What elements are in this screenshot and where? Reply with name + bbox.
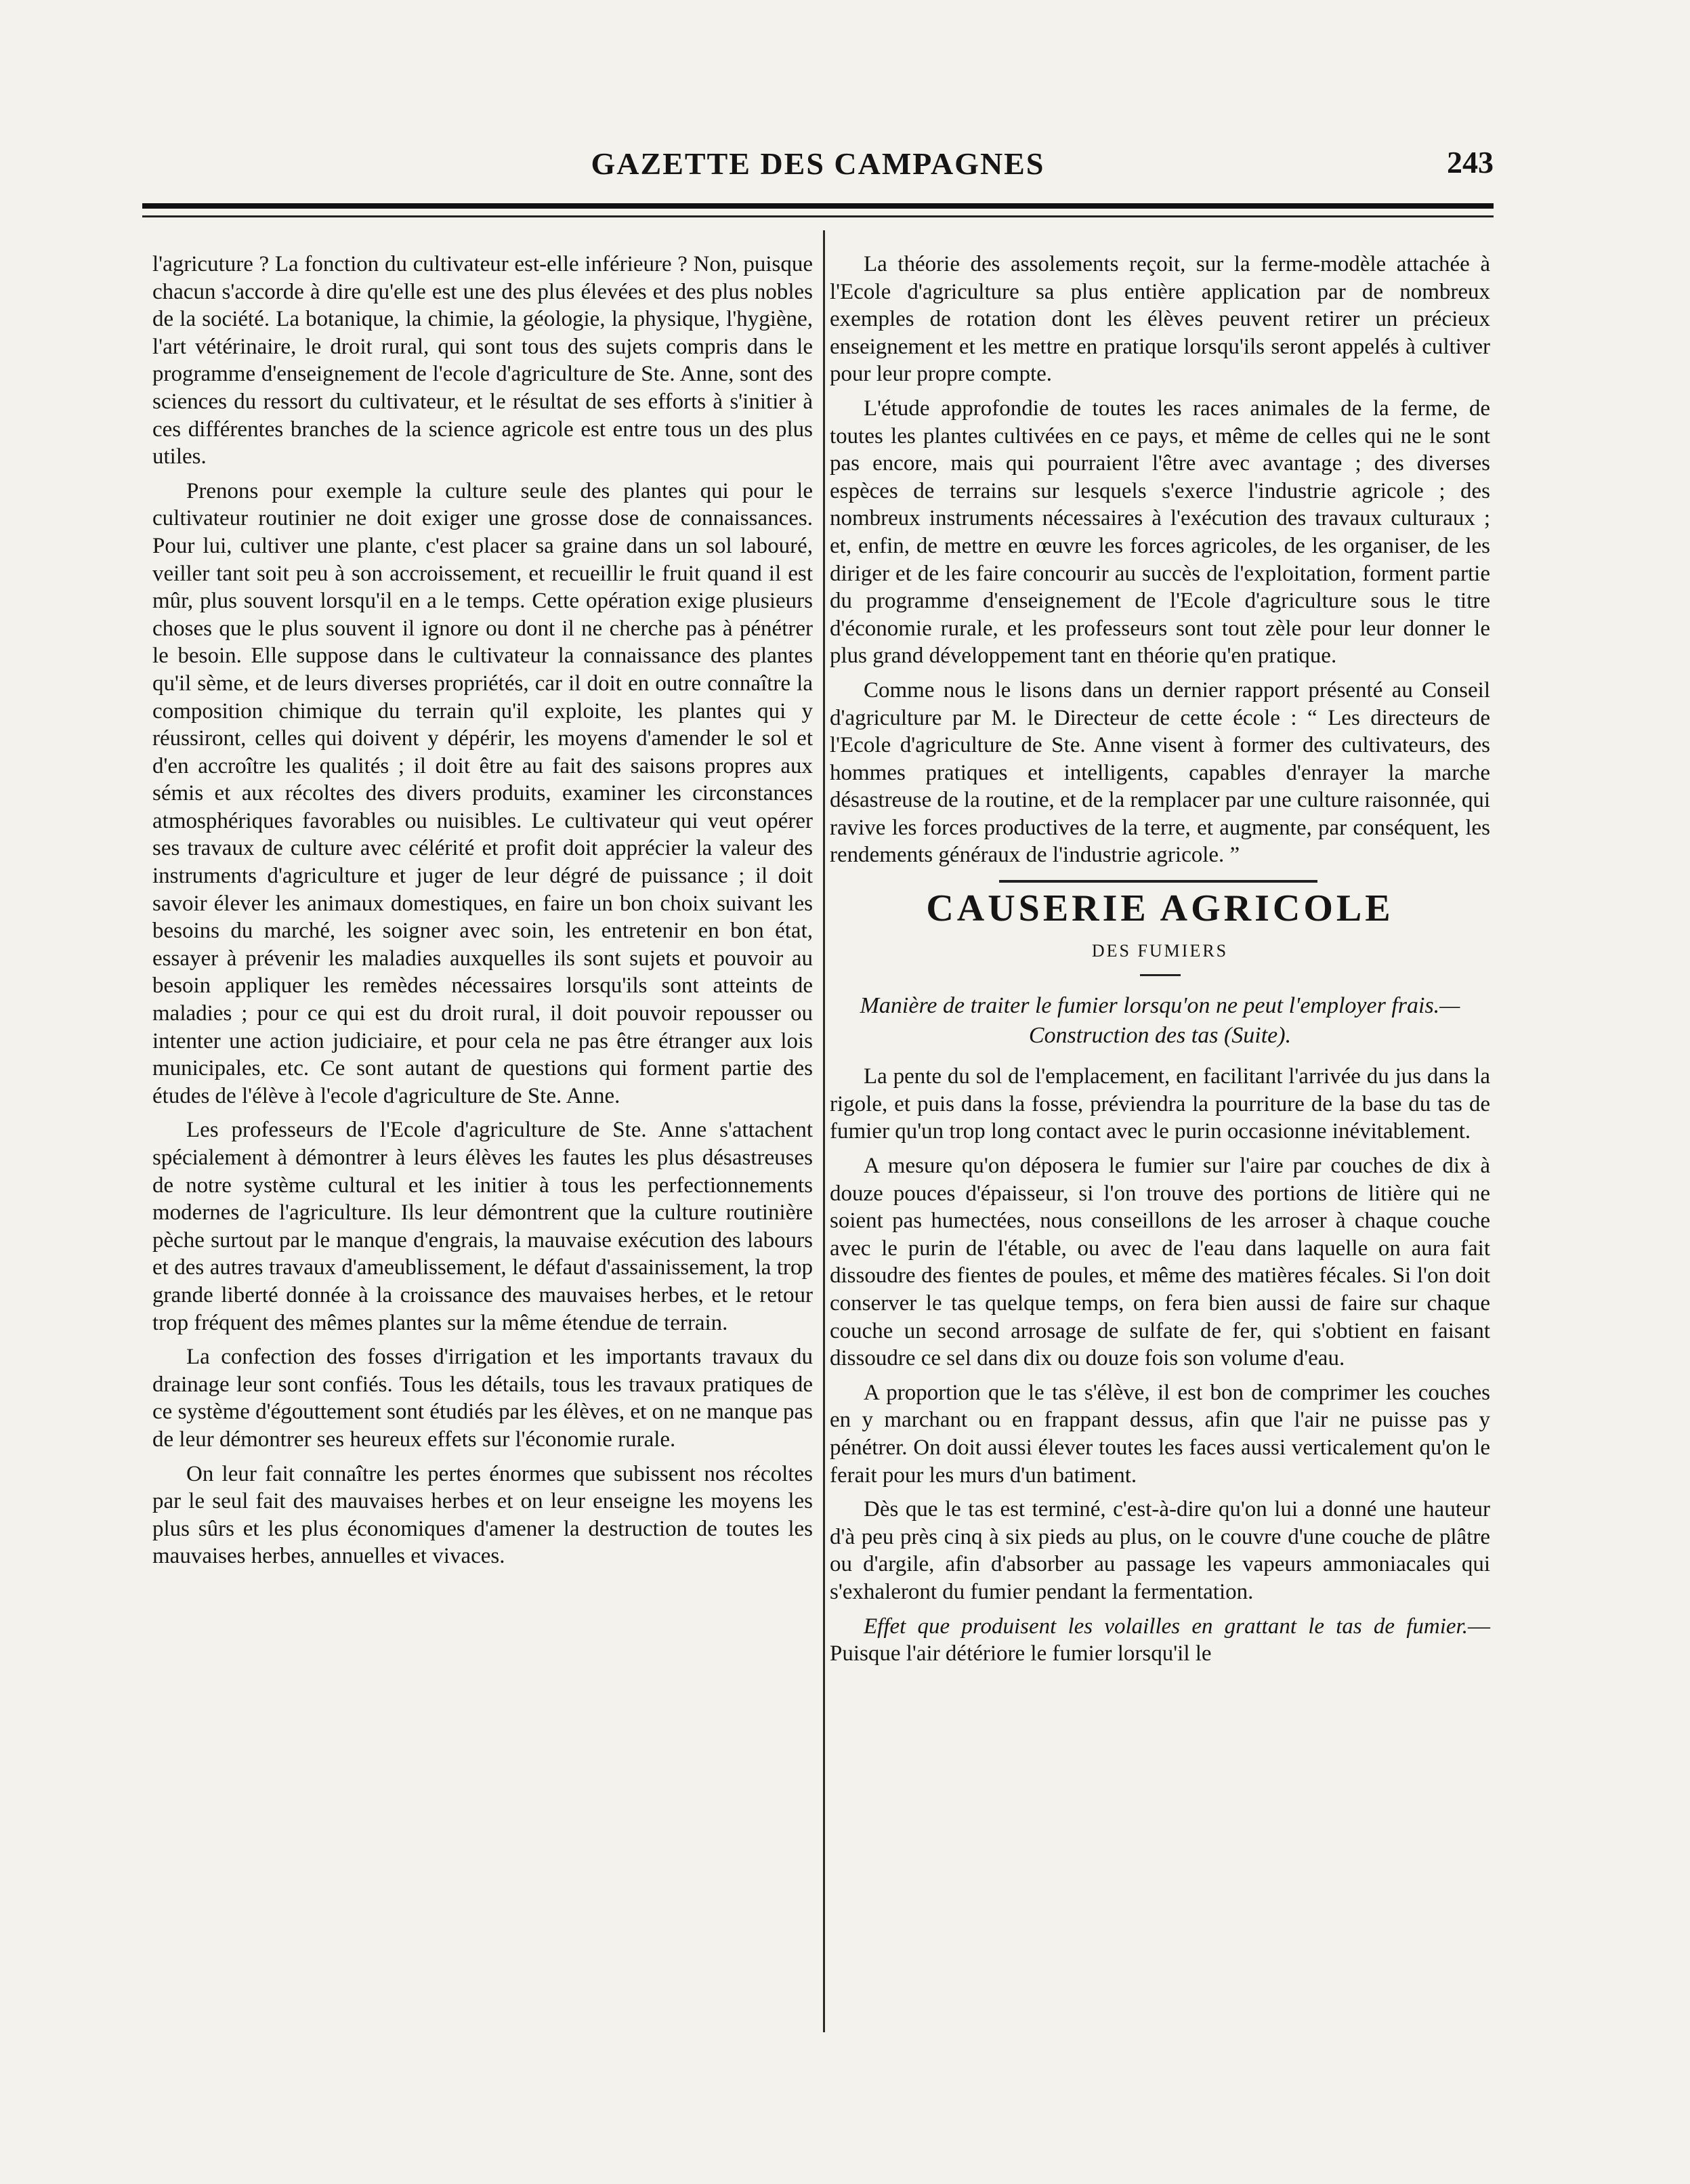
- paragraph: La pente du sol de l'emplacement, en facilitant l'arrivée du jus dans la rigole, et puis dans la fosse, préviendra la pourriture de la base du tas de fumier qu'un trop long contact avec le purin occasionne inévitablement.: [830, 1064, 1490, 1144]
- left-column: [152, 251, 813, 1577]
- paragraph: Comme nous le lisons dans un dernier rapport présenté au Conseil d'agriculture par M. le Directeur de cette école : “ Les directeurs de l'Ecole d'agriculture de Ste. Anne visent à former des cultivateurs, des hommes pratiques et intelligents, capables d'enrayer la marche désastreuse de la routine, et de la remplacer par une culture raisonnée, qui ravive les forces productives de la terre, et augmente, par conséquent, les rendements généraux de l'industrie agricole. ”: [830, 677, 1490, 868]
- paragraph: On leur fait connaître les pertes énormes que subissent nos récoltes par le seul fait des mauvaises herbes et on leur enseigne les moyens les plus sûrs et les plus économiques d'amener la destruction de toutes les mauvaises herbes, annuelles et vivaces.: [152, 1461, 813, 1569]
- paragraph: Les professeurs de l'Ecole d'agriculture de Ste. Anne s'attachent spécialement à démontrer à leurs élèves les fautes les plus désastreuses de notre système cultural et les initier à tous les perfectionnements modernes de l'agriculture. Ils leur démontrent que la culture routinière pèche surtout par le manque d'engrais, la mauvaise exécution des labours et des autres travaux d'ameublissement, le défaut d'assainissement, la trop grande liberté donnée à la croissance des mauvaises herbes, et le retour trop fréquent des mêmes plantes sur la même étendue de terrain.: [152, 1118, 813, 1335]
- article-heading: Manière de traiter le fumier lorsqu'on ne peut l'employer frais.—Construction des tas (Suite).: [860, 993, 1460, 1049]
- paragraph: L'étude approfondie de toutes les races animales de la ferme, de toutes les plantes cultivées en ce pays, et même de celles qui ne le sont pas encore, mais qui pourraient l'être avec avantage ; des diverses espèces de terrains sur lesquels s'exerce l'industrie agricole ; des nombreux instruments nécessaires à l'exécution des travaux culturaux ; et, enfin, de mettre en œuvre les forces agricoles, de les organiser, de les diriger et de les faire concourir au succès de l'exploitation, forment partie du programme d'enseignement de l'Ecole d'agriculture sous le titre d'économie rurale, et les professeurs sont tout zèle pour leur donner le plus grand développement tant en théorie qu'en pratique.: [830, 396, 1490, 669]
- section-subtitle: DES FUMIERS: [1091, 940, 1229, 961]
- column-divider: [823, 230, 825, 2032]
- header-rule-thick: [142, 203, 1494, 209]
- paragraph: l'agricuture ? La fonction du cultivateur est-elle inférieure ? Non, puisque chacun s'accorde à dire qu'elle est une des plus élevées et des plus nobles de la société. La botanique, la chimie, la géologie, la physique, l'hygiène, l'art vétérinaire, le droit rural, qui sont tous des sujets compris dans le programme d'enseignement de l'ecole d'agriculture de Ste. Anne, sont des sciences du ressort du cultivateur, et le résultat de ses efforts à s'initier à ces différentes branches de la science agricole est entre tous un des plus utiles.: [152, 252, 813, 469]
- subtitle-rule: [1140, 974, 1181, 976]
- paragraph-rest: —Puisque l'air détériore le fumier lorsqu'il le: [830, 1614, 1490, 1666]
- section-title: CAUSERIE AGRICOLE: [830, 876, 1490, 923]
- page-number: 243: [1447, 145, 1494, 180]
- page-header: [142, 139, 1494, 186]
- paragraph: A mesure qu'on déposera le fumier sur l'aire par couches de dix à douze pouces d'épaisseur, si l'on trouve des portions de litière qui ne soient pas humectées, nous conseillons de les arroser à chaque couche avec le purin de l'étable, ou avec de l'eau dans laquelle on aura fait dissoudre des fientes de poules, et même des matières fécales. Si l'on doit conserver le tas quelque temps, on fera bien aussi de faire sur chaque couche un second arrosage de sulfate de fer, qui s'obtient en faisant dissoudre ce sel dans dix ou douze fois son volume d'eau.: [830, 1154, 1490, 1371]
- paragraph: A proportion que le tas s'élève, il est bon de comprimer les couches en y marchant ou en frappant dessus, afin que l'air ne puisse pas y pénétrer. On doit aussi élever toutes les faces aussi verticalement qu'on le ferait pour les murs d'un batiment.: [830, 1380, 1490, 1488]
- paragraph: Dès que le tas est terminé, c'est-à-dire qu'on lui a donné une hauteur d'à peu près cinq à six pieds au plus, on le couvre d'une couche de plâtre ou d'argile, afin d'absorber au passage les vapeurs ammoniacales qui s'exhaleront du fumier pendant la fermentation.: [830, 1497, 1490, 1604]
- publication-title: GAZETTE DES CAMPAGNES: [591, 146, 1045, 181]
- paragraph: Prenons pour exemple la culture seule des plantes qui pour le cultivateur routinier ne doit exiger une grosse dose de connaissances. Pour lui, cultiver une plante, c'est placer sa graine dans un sol labouré, veiller tant soit peu à son accroissement, et recueillir le fruit quand il est mûr, plus souvent lorsqu'il en a le temps. Cette opération exige plusieurs choses que le plus souvent il ignore ou dont il ne cherche pas à pénétrer le besoin. Elle suppose dans le cultivateur la connaissance des plantes qu'il sème, et de leurs diverses propriétés, car il doit en outre connaître la composition chimique du terrain qu'il exploite, les plantes qui y réussiront, celles qui doivent y dépérir, les moyens d'amender le sol et d'en accroître les qualités ; il doit être au fait des saisons propres aux sémis et aux récoltes des divers produits, examiner les circonstances atmosphériques favorables ou nuisibles. Le cultivateur qui veut opérer ses travaux de culture avec célérité et profit doit apprécier la valeur des instruments d'agriculture et juger de leur dégré de puissance ; il doit savoir élever les animaux domestiques, en faire un bon choix suivant les besoins du marché, les soigner avec soin, les entretenir en bon état, essayer à prévenir les maladies auxquelles ils sont sujets et pouvoir au besoin appliquer les remèdes nécessaires lorsqu'ils sont atteints de maladies ; pour ce qui est du droit rural, il doit pouvoir repousser ou intenter une action judiciaire, et pour cela ne pas être étranger aux lois municipales, etc. Ce sont autant de questions qui forment partie des études de l'élève à l'ecole d'agriculture de Ste. Anne.: [152, 478, 813, 1108]
- right-column: [830, 251, 1490, 1675]
- header-rule-thin: [142, 215, 1494, 217]
- paragraph-last: [830, 1613, 1490, 1668]
- paragraph: La confection des fosses d'irrigation et les importants travaux du drainage leur sont confiés. Tous les détails, tous les travaux pratiques de ce système d'égouttement sont étudiés par les élèves, et on ne manque pas de leur démontrer ses heureux effets sur l'économie rurale.: [152, 1345, 813, 1452]
- paragraph-lead: Effet que produisent les volailles en grattant le tas de fumier.: [864, 1614, 1468, 1639]
- paragraph: La théorie des assolements reçoit, sur la ferme-modèle attachée à l'Ecole d'agriculture sa plus entière application par de nombreux exemples de rotation dont les élèves peuvent retirer un précieux enseignement et les mettre en pratique lorsqu'ils seront appelés à cultiver pour leur propre compte.: [830, 252, 1490, 387]
